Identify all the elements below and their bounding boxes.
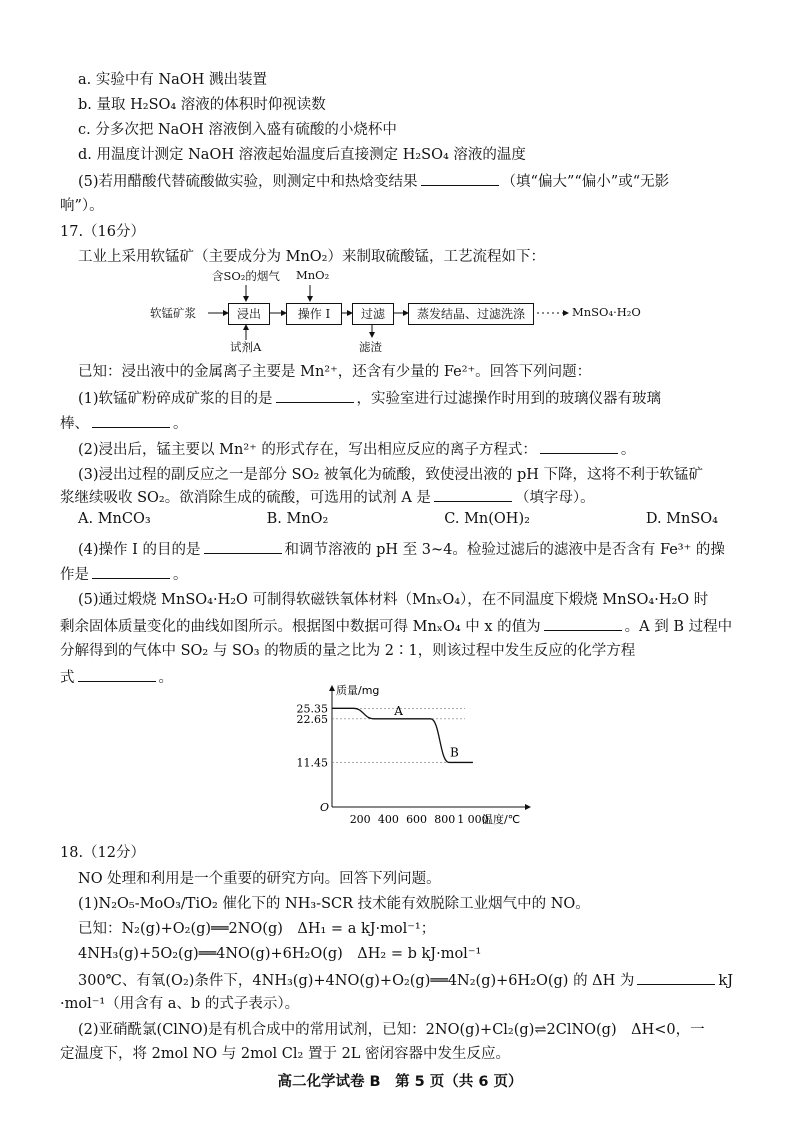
q17-part4-cont: 作是 。 [60, 564, 188, 585]
answer-blank[interactable] [544, 616, 622, 631]
q18-part1: (1)N₂O₅-MoO₃/TiO₂ 催化下的 NH₃-SCR 技术能有效脱除工业烟气中的 NO。 [78, 896, 590, 912]
answer-blank[interactable] [204, 539, 282, 554]
process-flow-diagram [150, 265, 670, 355]
flow-box-operation1: 操作 I [286, 303, 342, 325]
q16-part5 [78, 171, 669, 192]
q17-4-text: (4)操作 I 的目的是 [78, 542, 201, 558]
q17-3-text-b: 浆继续吸收 SO₂。欲消除生成的硫酸，可选用的试剂 A 是 [60, 490, 431, 506]
q17-4-text-b: 和调节溶液的 pH 至 3~4。检验过滤后的滤液中是否含有 Fe³⁺ 的操 [284, 542, 725, 558]
choice-c[interactable]: C. Mn(OH)₂ [444, 511, 530, 527]
flow-output-residue: 滤渣 [359, 340, 382, 354]
option-b: b. 量取 H₂SO₄ 溶液的体积时仰视读数 [78, 97, 326, 113]
q18-header: 18.（12分） [60, 845, 146, 861]
q17-3-text-c: （填字母）。 [514, 490, 595, 506]
answer-blank[interactable] [637, 970, 715, 985]
q17-intro: 工业上采用软锰矿（主要成分为 MnO₂）来制取硫酸锰，工艺流程如下： [78, 249, 545, 265]
flow-input-mno2: MnO₂ [296, 268, 330, 282]
y-axis-label: 质量/mg [336, 684, 380, 697]
x-axis-label: 温度/℃ [482, 813, 521, 826]
q17-part5-e: 式 。 [60, 667, 173, 688]
q17-5-text-e: 式 [60, 670, 75, 686]
q17-part5: (5)通过煅烧 MnSO₄·H₂O 可制得软磁铁氧体材料（MnₓO₄），在不同温度下煅烧 MnSO₄·H₂O 时 [78, 592, 709, 608]
answer-blank[interactable] [540, 439, 618, 454]
q17-header: 17.（16分） [60, 224, 146, 240]
q17-part1 [78, 388, 661, 409]
q18-cond-unit: kJ [718, 973, 734, 989]
flow-start: 软锰矿浆 [150, 306, 196, 320]
x-tick-label: 600 [406, 813, 428, 826]
flow-end: MnSO₄·H₂O [572, 305, 641, 319]
q18-cond-text: 300℃、有氧(O₂)条件下，4NH₃(g)+4NO(g)+O₂(g)══4N₂(g)+6H₂O(g) 的 ΔH 为 [78, 973, 635, 989]
flow-input-reagent-a: 试剂A [230, 340, 262, 354]
y-tick-label: 22.65 [296, 712, 328, 726]
q17-2-text: (2)浸出后，锰主要以 Mn²⁺ 的形式存在，写出相应反应的离子方程式： [78, 442, 537, 458]
x-tick-label: 1 000 [457, 813, 489, 826]
flow-box-leaching: 浸出 [228, 303, 270, 325]
option-c: c. 分多次把 NaOH 溶液倒入盛有硫酸的小烧杯中 [78, 122, 397, 138]
flow-box-crystallize: 蒸发结晶、过滤洗涤 [408, 303, 534, 325]
q18-condition [78, 970, 733, 991]
q16-part5-cont: 响”）。 [60, 198, 104, 214]
flow-input-so2: 含SO₂的烟气 [212, 269, 280, 283]
option-a: a. 实验中有 NaOH 溅出装置 [78, 72, 267, 88]
point-label-a: A [394, 703, 403, 718]
x-tick-label: 400 [377, 813, 399, 826]
q17-1-text-d: 。 [173, 416, 188, 432]
q18-part2: (2)亚硝酰氯(ClNO)是有机合成中的常用试剂，已知：2NO(g)+Cl₂(g)⇌2ClNO(g) ΔH<0，一 [78, 1022, 705, 1038]
q17-part5-d: 分解得到的气体中 SO₂ 与 SO₃ 的物质的量之比为 2∶1，则该过程中发生反应的化学方程 [60, 643, 636, 659]
choice-a[interactable]: A. MnCO₃ [78, 511, 151, 527]
q17-part5-b [60, 616, 732, 637]
choice-d[interactable]: D. MnSO₄ [645, 511, 718, 527]
q17-known: 已知：浸出液中的金属离子主要是 Mn²⁺，还含有少量的 Fe²⁺。回答下列问题： [78, 364, 592, 380]
q17-part3: (3)浸出过程的副反应之一是部分 SO₂ 被氧化为硫酸，致使浸出液的 pH 下降，这将不利于软锰矿 [78, 467, 704, 483]
q17-5-text-c: 。A 到 B 过程中 [624, 619, 733, 635]
q17-4-text-c: 作是 [60, 567, 89, 583]
x-tick-label: 200 [349, 813, 371, 826]
q17-1-text-b: ，实验室进行过滤操作时用到的玻璃仪器有玻璃 [356, 391, 662, 407]
y-tick-label: 11.45 [296, 756, 328, 770]
q16-5-text-b: （填“偏大”“偏小”或“无影 [501, 174, 670, 190]
origin-label: O [320, 801, 330, 814]
q18-intro: NO 处理和利用是一个重要的研究方向。回答下列问题。 [78, 871, 441, 887]
q17-part1-cont [60, 413, 188, 434]
q17-5-text-b: 剩余固体质量变化的曲线如图所示。根据图中数据可得 MnₓO₄ 中 x 的值为 [60, 619, 541, 635]
q17-part4 [78, 539, 725, 560]
q18-condition-cont: ·mol⁻¹（用含有 a、b 的式子表示）。 [60, 996, 300, 1012]
page-footer: 高二化学试卷 B 第 5 页（共 6 页） [277, 1074, 523, 1090]
q17-part2: (2)浸出后，锰主要以 Mn²⁺ 的形式存在，写出相应反应的离子方程式： 。 [78, 439, 635, 460]
q17-part3-cont [60, 487, 595, 508]
q18-known2: 4NH₃(g)+5O₂(g)══4NO(g)+6H₂O(g) ΔH₂ = b kJ·mol⁻¹ [78, 946, 482, 962]
answer-blank[interactable] [92, 413, 170, 428]
y-tick-label: 25.35 [296, 702, 328, 716]
option-d: d. 用温度计测定 NaOH 溶液起始温度后直接测定 H₂SO₄ 溶液的温度 [78, 147, 526, 163]
answer-blank[interactable] [421, 171, 499, 186]
answer-blank[interactable] [276, 388, 354, 403]
answer-blank[interactable] [92, 564, 170, 579]
x-tick-label: 800 [434, 813, 456, 826]
q17-1-text-c: 棒、 [60, 416, 89, 432]
q17-1-text: (1)软锰矿粉碎成矿浆的目的是 [78, 391, 273, 407]
point-label-b: B [450, 745, 459, 760]
choice-b[interactable]: B. MnO₂ [266, 511, 329, 527]
q18-known1: 已知：N₂(g)+O₂(g)══2NO(g) ΔH₁ = a kJ·mol⁻¹； [78, 921, 436, 937]
q16-5-text: (5)若用醋酸代替硫酸做实验，则测定中和热焓变结果 [78, 174, 418, 190]
mass-temperature-chart [280, 682, 540, 832]
answer-blank[interactable] [434, 487, 512, 502]
q17-3-options [78, 511, 718, 527]
answer-blank[interactable] [78, 667, 156, 682]
q18-part2-cont: 定温度下，将 2mol NO 与 2mol Cl₂ 置于 2L 密闭容器中发生反应。 [60, 1046, 511, 1062]
flow-box-filter: 过滤 [352, 303, 394, 325]
